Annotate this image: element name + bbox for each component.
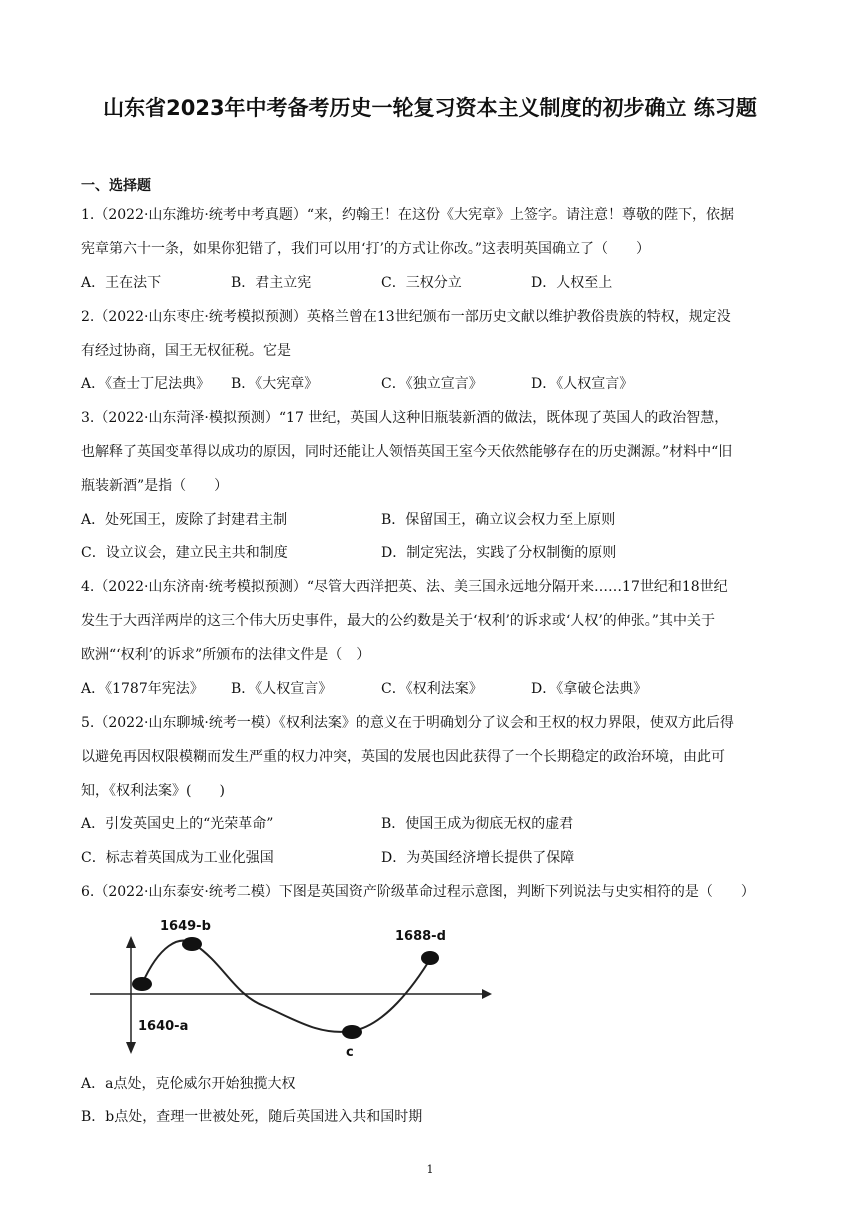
- question-3-option-b: B．保留国王，确立议会权力至上原则: [381, 512, 616, 528]
- question-1-line-2: 宪章第六十一条，如果你犯错了，我们可以用‘打’的方式让你改。”这表明英国确立了（ ）: [81, 241, 651, 257]
- question-3-option-d: D．制定宪法，实践了分权制衡的原则: [381, 545, 617, 561]
- question-6-line-1: 6.（2022·山东泰安·统考二模）下图是英国资产阶级革命过程示意图，判断下列说法与史实相符的是（ ）: [81, 884, 755, 900]
- point-d: [421, 951, 439, 965]
- question-2-line-1: 2.（2022·山东枣庄·统考模拟预测）英格兰曾在13世纪颁布一部历史文献以维护教俗贵族的特权，规定没: [81, 309, 731, 325]
- question-5-line-3: 知，《权利法案》( ): [81, 783, 225, 799]
- page-number: 1: [426, 1163, 434, 1176]
- vertical-axis-up-arrow: [126, 936, 136, 948]
- question-2-option-d: D．《人权宣言》: [531, 376, 634, 392]
- question-4-line-3: 欧洲“‘权利’的诉求”所颁布的法律文件是（ ）: [81, 647, 371, 663]
- question-4-line-2: 发生于大西洋两岸的这三个伟大历史事件，最大的公约数是关于‘权利’的诉求或‘人权’的伸张。”其中关于: [81, 613, 715, 629]
- question-3-line-2: 也解释了英国变革得以成功的原因，同时还能让人领悟英国王室今天依然能够存在的历史渊源。”材料中“旧: [81, 444, 733, 460]
- point-a: [132, 977, 152, 991]
- question-4-option-d: D．《拿破仑法典》: [531, 681, 648, 697]
- question-2-option-a: A．《查士丁尼法典》: [81, 376, 211, 392]
- question-5-line-2: 以避免再因权限模糊而发生严重的权力冲突，英国的发展也因此获得了一个长期稳定的政治环境，由此可: [81, 749, 725, 765]
- question-2-line-2: 有经过协商，国王无权征税。它是: [81, 343, 291, 359]
- question-3-line-3: 瓶装新酒”是指（ ）: [81, 478, 229, 494]
- revolution-process-diagram: [84, 906, 494, 1066]
- question-5-option-a: A．引发英国史上的“光荣革命”: [81, 816, 274, 832]
- question-3-line-1: 3.（2022·山东菏泽·模拟预测）“17 世纪，英国人这种旧瓶装新酒的做法，既体现了英国人的政治智慧，: [81, 410, 729, 426]
- label-c: c: [346, 1045, 354, 1060]
- question-1-line-1: 1.（2022·山东潍坊·统考中考真题）“来，约翰王！在这份《大宪章》上签字。请注意！尊敬的陛下，依据: [81, 207, 735, 223]
- question-5-option-d: D．为英国经济增长提供了保障: [381, 850, 575, 866]
- section-heading: 一、选择题: [81, 178, 151, 194]
- question-1-option-b: B．君主立宪: [231, 275, 312, 291]
- question-4-option-c: C．《权利法案》: [381, 681, 483, 697]
- horizontal-axis-arrow: [482, 989, 492, 999]
- question-4-line-1: 4.（2022·山东济南·统考模拟预测）“尽管大西洋把英、法、美三国永远地分隔开来……17世纪和18世纪: [81, 579, 728, 595]
- question-2-option-c: C．《独立宣言》: [381, 376, 483, 392]
- question-2-option-b: B．《大宪章》: [231, 376, 319, 392]
- question-5-option-c: C．标志着英国成为工业化强国: [81, 850, 274, 866]
- vertical-axis-down-arrow: [126, 1042, 136, 1054]
- label-a: 1640-a: [138, 1019, 189, 1034]
- question-5-line-1: 5.（2022·山东聊城·统考一模）《权利法案》的意义在于明确划分了议会和王权的权力界限，使双方此后得: [81, 715, 734, 731]
- question-4-option-a: A．《1787年宪法》: [81, 681, 204, 697]
- question-5-option-b: B．使国王成为彻底无权的虚君: [381, 816, 574, 832]
- document-title: 山东省2023年中考备考历史一轮复习资本主义制度的初步确立 练习题: [103, 96, 757, 120]
- question-3-option-a: A．处死国王，废除了封建君主制: [81, 512, 288, 528]
- point-b: [182, 937, 202, 951]
- question-1-option-c: C．三权分立: [381, 275, 462, 291]
- point-c: [342, 1025, 362, 1039]
- question-6-option-b: B．b点处，查理一世被处死，随后英国进入共和国时期: [81, 1109, 423, 1125]
- question-6-option-a: A．a点处，克伦威尔开始独揽大权: [81, 1076, 296, 1092]
- label-b: 1649-b: [160, 919, 211, 934]
- question-1-option-d: D．人权至上: [531, 275, 613, 291]
- question-1-option-a: A．王在法下: [81, 275, 162, 291]
- question-3-option-c: C．设立议会，建立民主共和制度: [81, 545, 288, 561]
- label-d: 1688-d: [395, 929, 446, 944]
- question-4-option-b: B．《人权宣言》: [231, 681, 333, 697]
